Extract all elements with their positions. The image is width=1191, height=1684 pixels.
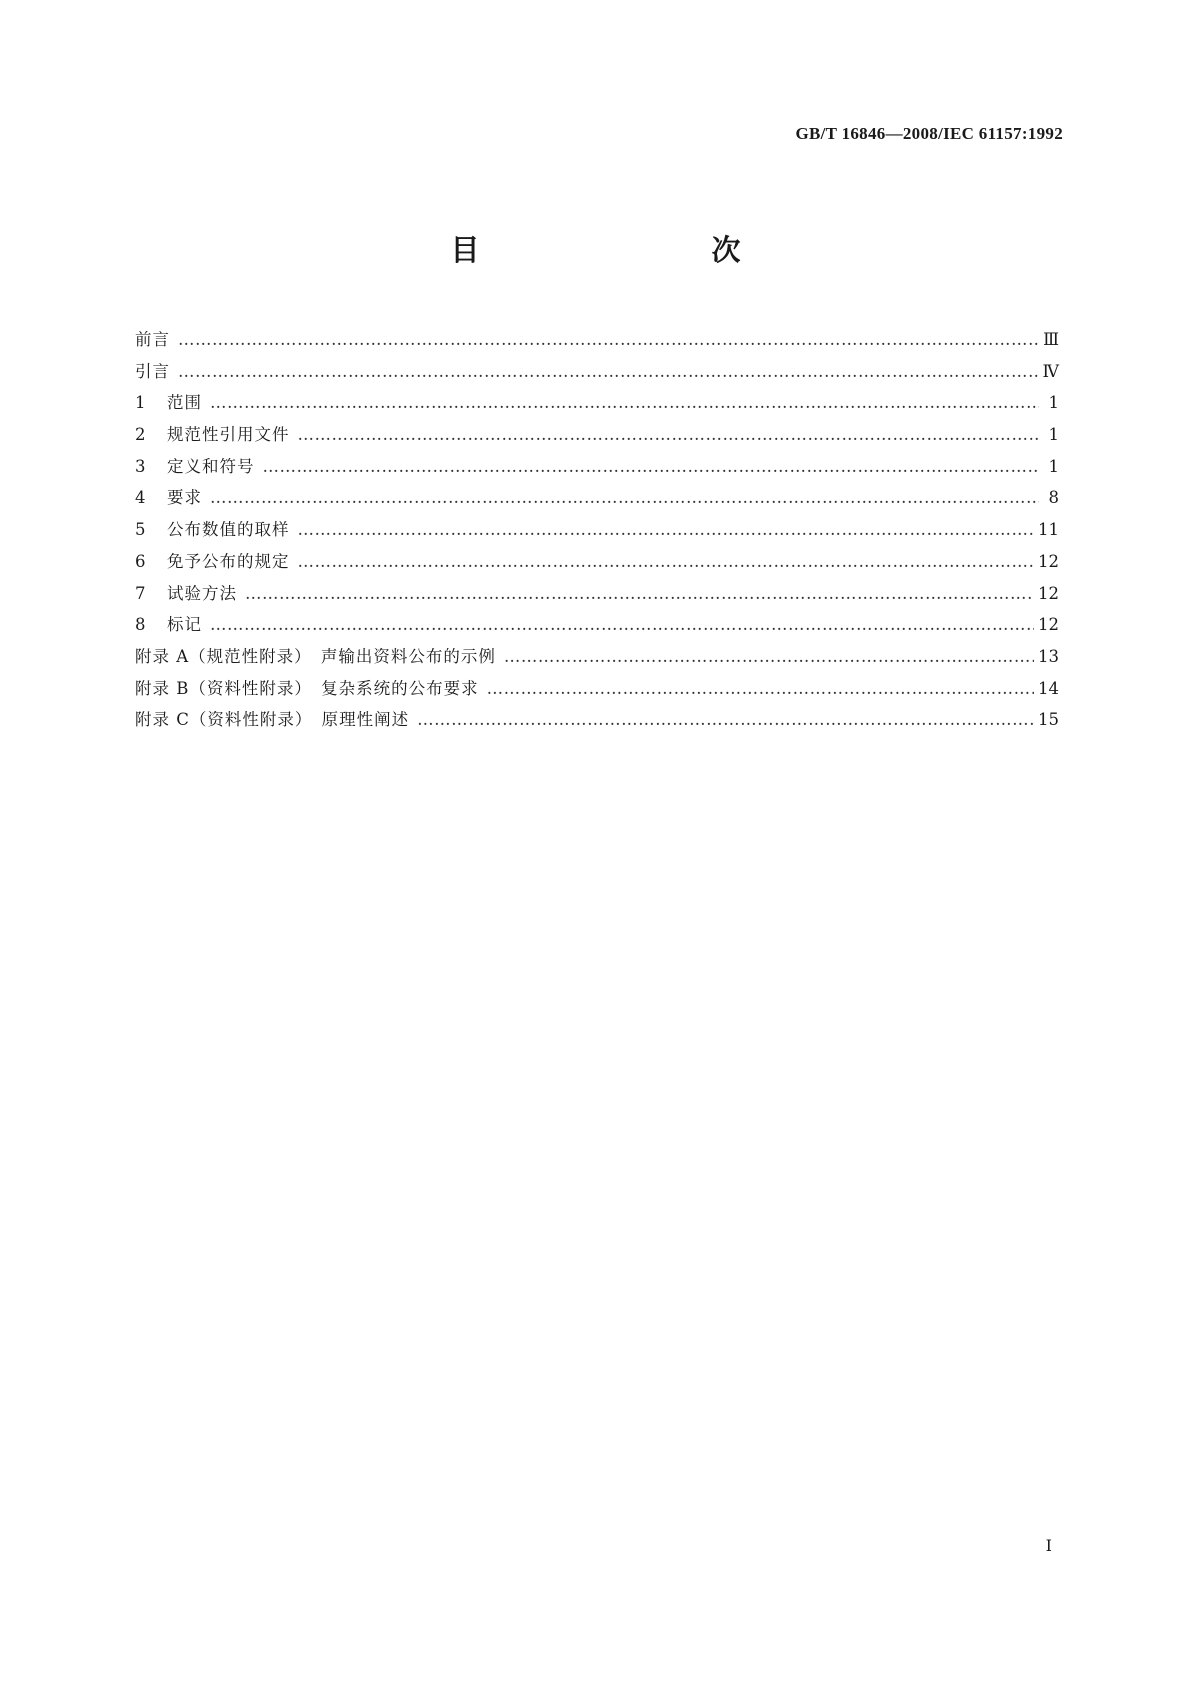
toc-entry-definitions[interactable] xyxy=(135,453,1059,485)
toc-entry-label: 标记 xyxy=(167,615,202,635)
toc-entry-page: 8 xyxy=(1048,488,1059,508)
toc-entry-label: 附录 C（资料性附录） 原理性阐述 xyxy=(135,710,410,730)
toc-title: 目 次 xyxy=(450,233,799,267)
toc-entry-label: 免予公布的规定 xyxy=(167,551,290,571)
toc-entry-annex-c[interactable] xyxy=(135,706,1059,738)
toc-entry-page: 12 xyxy=(1038,551,1059,571)
toc-dot-leader xyxy=(263,457,1040,476)
toc-entry-label: 前言 xyxy=(135,330,170,349)
toc-entry-page: 11 xyxy=(1038,520,1059,540)
toc-entry-label: 定义和符号 xyxy=(167,456,255,476)
toc-entry-label: 附录 A（规范性附录） 声输出资料公布的示例 xyxy=(135,646,496,666)
toc-dot-leader xyxy=(298,425,1040,444)
toc-entry-normative-references[interactable] xyxy=(135,421,1059,453)
toc-dot-leader xyxy=(178,362,1039,381)
toc-entry-sampling[interactable] xyxy=(135,516,1059,548)
toc-entry-number: 5 xyxy=(135,520,146,540)
toc-entry-page: 12 xyxy=(1038,615,1059,635)
toc-entry-foreword[interactable] xyxy=(135,326,1059,358)
table-of-contents xyxy=(135,326,1059,738)
toc-entry-number: 3 xyxy=(135,456,146,476)
toc-entry-label: 范围 xyxy=(167,393,202,413)
toc-entry-label: 引言 xyxy=(135,361,170,381)
toc-entry-marking[interactable] xyxy=(135,611,1059,643)
toc-entry-introduction[interactable] xyxy=(135,358,1059,390)
toc-entry-label: 规范性引用文件 xyxy=(167,425,290,445)
toc-entry-page: 15 xyxy=(1038,710,1059,730)
toc-entry-label: 附录 B（资料性附录） 复杂系统的公布要求 xyxy=(135,678,479,698)
toc-entry-page: 13 xyxy=(1038,646,1059,666)
toc-entry-exemption[interactable] xyxy=(135,548,1059,580)
toc-dot-leader xyxy=(210,393,1039,412)
toc-entry-number: 8 xyxy=(135,615,146,635)
toc-entry-page: 1 xyxy=(1048,425,1059,445)
toc-entry-annex-a[interactable] xyxy=(135,643,1059,675)
toc-dot-leader xyxy=(298,552,1035,571)
toc-dot-leader xyxy=(210,488,1039,507)
page-number: Ⅰ xyxy=(1045,1536,1052,1555)
toc-entry-number: 1 xyxy=(135,393,146,413)
toc-entry-label: 公布数值的取样 xyxy=(167,520,290,540)
toc-entry-page: Ⅲ xyxy=(1043,330,1059,349)
toc-dot-leader xyxy=(245,584,1034,603)
standard-code-header: GB/T 16846—2008/IEC 61157:1992 xyxy=(795,124,1063,143)
toc-entry-label: 试验方法 xyxy=(167,583,237,603)
toc-entry-number: 6 xyxy=(135,551,146,571)
toc-entry-number: 7 xyxy=(135,583,146,603)
toc-entry-page: 1 xyxy=(1048,456,1059,476)
toc-dot-leader xyxy=(487,679,1034,698)
toc-entry-requirements[interactable] xyxy=(135,484,1059,516)
toc-entry-page: 1 xyxy=(1048,393,1059,413)
toc-entry-page: 14 xyxy=(1038,678,1059,698)
toc-dot-leader xyxy=(417,710,1034,729)
toc-entry-annex-b[interactable] xyxy=(135,675,1059,707)
toc-entry-page: Ⅳ xyxy=(1042,361,1059,381)
toc-dot-leader xyxy=(504,647,1034,666)
toc-entry-label: 要求 xyxy=(167,488,202,508)
toc-entry-scope[interactable] xyxy=(135,389,1059,421)
toc-entry-page: 12 xyxy=(1038,583,1059,603)
toc-entry-number: 2 xyxy=(135,425,146,445)
toc-entry-test-methods[interactable] xyxy=(135,580,1059,612)
toc-entry-number: 4 xyxy=(135,488,146,508)
toc-dot-leader xyxy=(178,330,1039,349)
toc-dot-leader xyxy=(298,520,1035,539)
toc-dot-leader xyxy=(210,615,1034,634)
